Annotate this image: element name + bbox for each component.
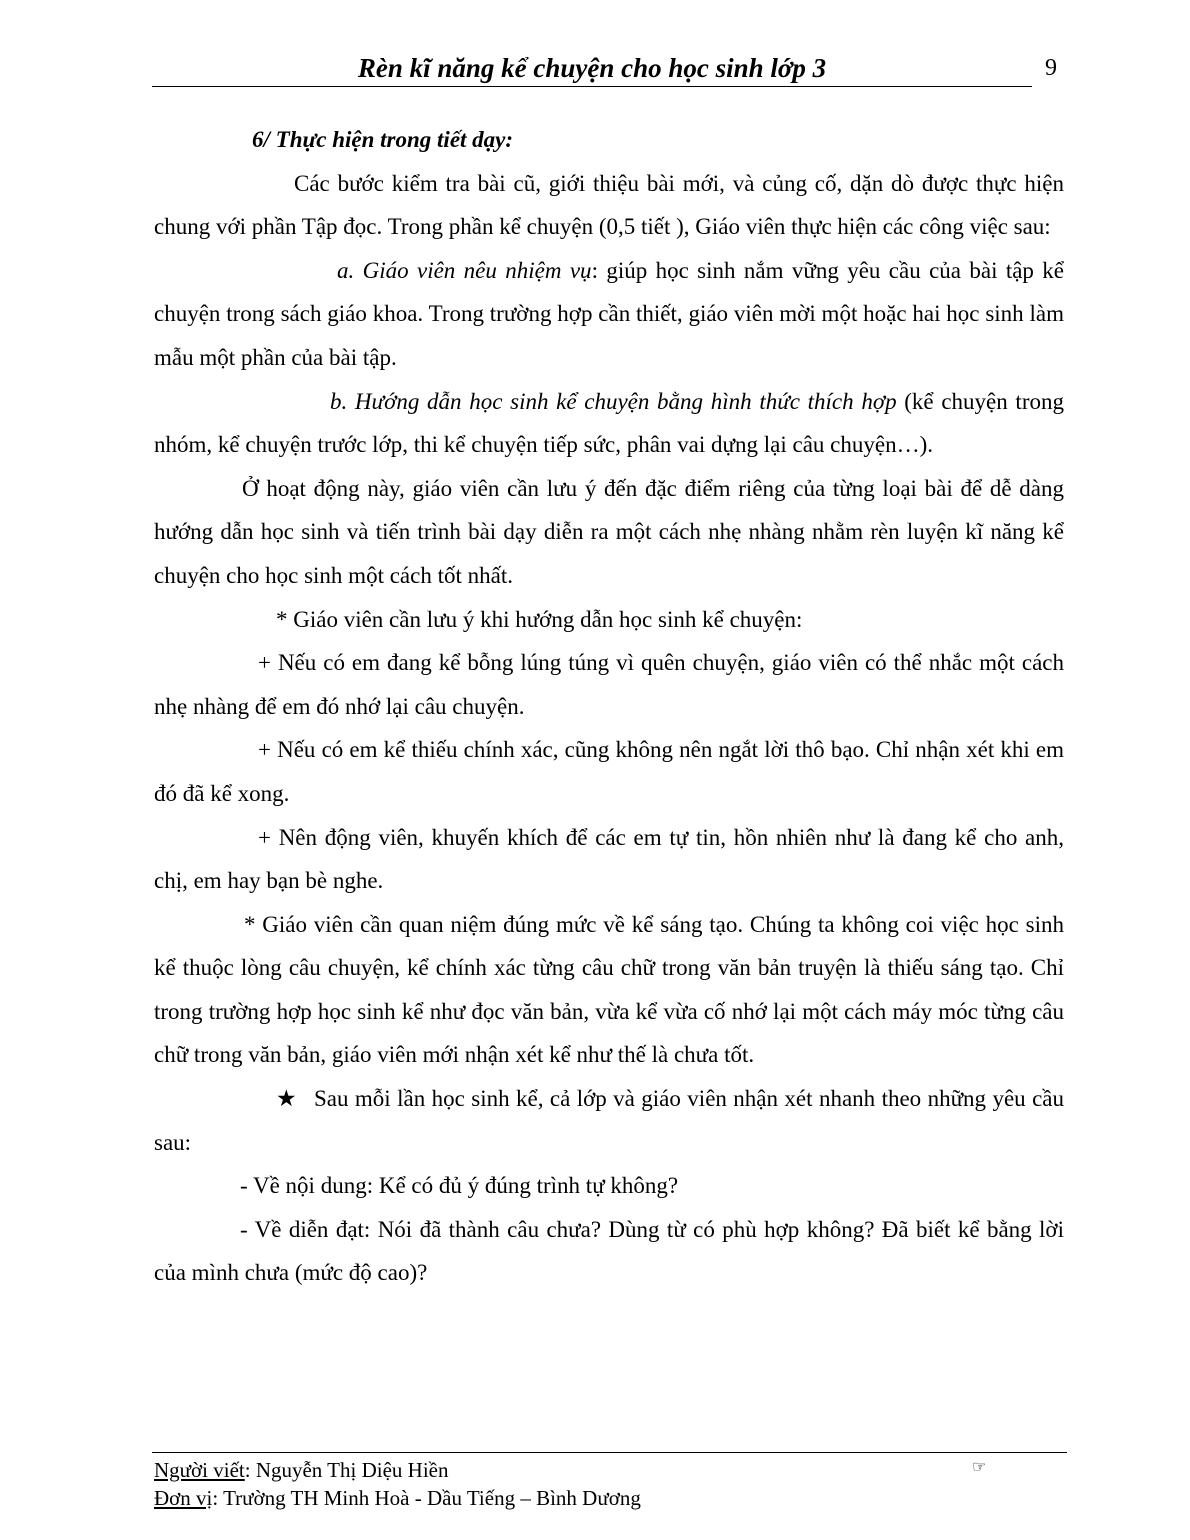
paragraph-creativity: * Giáo viên cần quan niệm đúng mức về kể sáng tạo. Chúng ta không coi việc học sinh kể thuộc lòng câu chuyện, kể chính xác từng câu chữ trong văn bản truyện là thiếu sáng tạo. Chỉ trong trường hợp học sinh kể như đọc văn bản, vừa kể vừa cố nhớ lại một cách máy móc từng câu chữ trong văn bản, giáo viên mới nhận xét kể như thế là chưa tốt.: [154, 911, 1064, 1068]
footer: [154, 1456, 641, 1512]
unit-value: : Trường TH Minh Hoà - Dầu Tiếng – Bình Dương: [212, 1486, 641, 1510]
paragraph-task-b: [154, 380, 1064, 467]
unit-label: Đơn vị: [154, 1486, 213, 1510]
task-a-label: a. Giáo viên nêu nhiệm vụ: [337, 257, 592, 283]
paragraph-tip-3: + Nên động viên, khuyến khích để các em tự tin, hồn nhiên như là đang kể cho anh, chị, em hay bạn bè nghe.: [154, 824, 1064, 894]
document-body: [154, 118, 1064, 1295]
star-icon: ★: [276, 1086, 297, 1112]
page-number: 9: [1045, 55, 1057, 81]
paragraph-task-a: [154, 249, 1064, 380]
footer-author: [154, 1456, 641, 1484]
paragraph-intro: Các bước kiểm tra bài cũ, giới thiệu bài mới, và củng cố, dặn dò được thực hiện chung với phần Tập đọc. Trong phần kể chuyện (0,5 tiết ), Giáo viên thực hiện các công việc sau:: [154, 170, 1064, 240]
footer-unit: [154, 1484, 641, 1512]
list-item-content: - Về nội dung: Kể có đủ ý đúng trình tự không?: [240, 1173, 679, 1199]
footer-divider: [152, 1452, 1067, 1453]
pointing-hand-icon: ☞: [972, 1459, 987, 1476]
feedback-text: Sau mỗi lần học sinh kể, cả lớp và giáo viên nhận xét nhanh theo những yêu cầu sau:: [154, 1086, 1064, 1155]
paragraph-activity-note: Ở hoạt động này, giáo viên cần lưu ý đến đặc điểm riêng của từng loại bài để dễ dàng hướng dẫn học sinh và tiến trình bài dạy diễn ra một cách nhẹ nhàng nhằm rèn luyện kĩ năng kể chuyện cho học sinh một cách tốt nhất.: [154, 475, 1064, 588]
paragraph-tip-2: + Nếu có em kể thiếu chính xác, cũng không nên ngắt lời thô bạo. Chỉ nhận xét khi em đó đã kể xong.: [154, 737, 1064, 806]
paragraph-teacher-note: * Giáo viên cần lưu ý khi hướng dẫn học sinh kể chuyện:: [276, 606, 803, 632]
task-a-text: : giúp học sinh nắm vững yêu cầu của bài tập kể chuyện trong sách giáo khoa. Trong trường hợp cần thiết, giáo viên mời một hoặc hai học sinh làm mẫu một phần của bài tập.: [154, 257, 1065, 370]
header-divider: [152, 86, 1032, 87]
task-b-label: b. Hướng dẫn học sinh kể chuyện bằng hình thức thích hợp: [330, 388, 897, 414]
paragraph-tip-1: + Nếu có em đang kể bỗng lúng túng vì quên chuyện, giáo viên có thể nhắc một cách nhẹ nhàng để em đó nhớ lại câu chuyện.: [154, 650, 1064, 719]
list-item-expression: - Về diễn đạt: Nói đã thành câu chưa? Dùng từ có phù hợp không? Đã biết kể bằng lời của mình chưa (mức độ cao)?: [154, 1216, 1064, 1286]
author-label: Người viết: [154, 1458, 245, 1482]
author-value: : Nguyễn Thị Diệu Hiền: [244, 1458, 449, 1482]
section-heading: 6/ Thực hiện trong tiết dạy:: [252, 127, 514, 152]
paragraph-feedback: [154, 1077, 1064, 1164]
task-b-text: (kể chuyện trong nhóm, kể chuyện trước lớp, thi kể chuyện tiếp sức, phân vai dựng lại câu chuyện…).: [154, 388, 1064, 458]
page-title: Rèn kĩ năng kể chuyện cho học sinh lớp 3: [357, 53, 827, 83]
